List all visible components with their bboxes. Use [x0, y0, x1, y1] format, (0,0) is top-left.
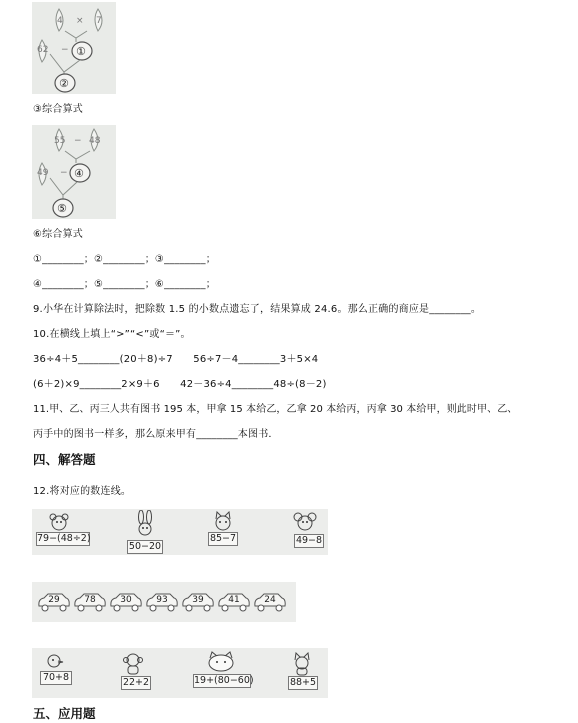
bottom-card-3[interactable]: 19+(80−60) — [194, 675, 254, 686]
cat-icon — [212, 511, 234, 533]
tree-diagram-1 — [32, 2, 116, 94]
d1-operator-top: × — [76, 16, 84, 26]
top-card-4[interactable]: 49−8 — [295, 535, 323, 546]
mouse-icon — [293, 511, 317, 533]
d1-operator-mid: − — [61, 45, 69, 55]
car-number: 78 — [84, 595, 96, 605]
question-11-line-1: 11.甲、乙、丙三人共有图书 195 本，甲拿 15 本给乙，乙拿 20 本给丙，丙拿 30 本给甲，则此时甲、乙、 — [33, 404, 518, 415]
d1-left: 62 — [37, 45, 49, 55]
section-4-heading: 四、解答题 — [33, 452, 96, 467]
monkey-icon — [122, 652, 144, 676]
car-7[interactable] — [252, 591, 288, 613]
d1-top-left: 4 — [57, 16, 63, 26]
label-combined-6: ⑥综合算式 — [33, 229, 83, 240]
duck-icon — [44, 652, 64, 670]
tree-diagram-2 — [32, 125, 116, 219]
kitten-icon — [291, 652, 313, 676]
question-9: 9.小华在计算除法时，把除数 1.5 的小数点遗忘了，结果算成 24.6。那么正确的商应是________。 — [33, 304, 482, 315]
car-4[interactable] — [144, 591, 180, 613]
bottom-card-4[interactable]: 88+5 — [289, 677, 317, 688]
d2-top-left: 55 — [54, 136, 66, 146]
question-12: 12.将对应的数连线。 — [33, 486, 132, 497]
d1-top-right: 7 — [96, 16, 102, 26]
question-10-row-1: 36÷4＋5________(20＋8)÷7 56÷7－4________3＋5×4 — [33, 354, 319, 365]
top-card-3[interactable]: 85−7 — [209, 533, 237, 544]
d2-bottom: ⑤ — [57, 202, 67, 215]
car-number: 39 — [192, 595, 204, 605]
car-number: 30 — [120, 595, 132, 605]
question-11-line-2: 丙手中的图书一样多，那么原来甲有________本图书． — [33, 429, 279, 440]
rabbit-icon — [134, 510, 156, 538]
car-number: 24 — [264, 595, 276, 605]
question-10-row-2: (6＋2)×9________2×9＋6 42－36÷4________48÷(8－2) — [33, 379, 327, 390]
top-card-1[interactable]: 79−(48÷2) — [37, 533, 91, 544]
d2-mid: ④ — [74, 167, 84, 180]
matching-bottom-strip — [32, 648, 328, 698]
cat-face-icon — [204, 650, 238, 672]
d2-operator-top: − — [74, 136, 82, 146]
top-card-2[interactable]: 50−20 — [128, 541, 162, 552]
answer-blanks-row-2: ④________；⑤________；⑥________； — [33, 279, 216, 290]
car-1[interactable] — [36, 591, 72, 613]
d2-top-right: 48 — [89, 136, 101, 146]
section-5-heading: 五、应用题 — [33, 706, 96, 721]
car-number: 29 — [48, 595, 60, 605]
car-number: 93 — [156, 595, 168, 605]
car-2[interactable] — [72, 591, 108, 613]
bear-icon — [48, 512, 70, 532]
bottom-card-1[interactable]: 70+8 — [40, 671, 72, 685]
label-combined-3: ③综合算式 — [33, 104, 83, 115]
question-10-title: 10.在横线上填上“>”“<”或“＝”。 — [33, 329, 191, 340]
car-number: 41 — [228, 595, 240, 605]
d1-mid: ① — [76, 45, 86, 58]
car-6[interactable] — [216, 591, 252, 613]
d2-operator-mid: − — [60, 168, 68, 178]
car-3[interactable] — [108, 591, 144, 613]
car-5[interactable] — [180, 591, 216, 613]
answer-blanks-row-1: ①________；②________；③________； — [33, 254, 216, 265]
d1-bottom: ② — [59, 77, 69, 90]
bottom-card-2[interactable]: 22+2 — [122, 677, 150, 688]
d2-left: 49 — [37, 168, 49, 178]
